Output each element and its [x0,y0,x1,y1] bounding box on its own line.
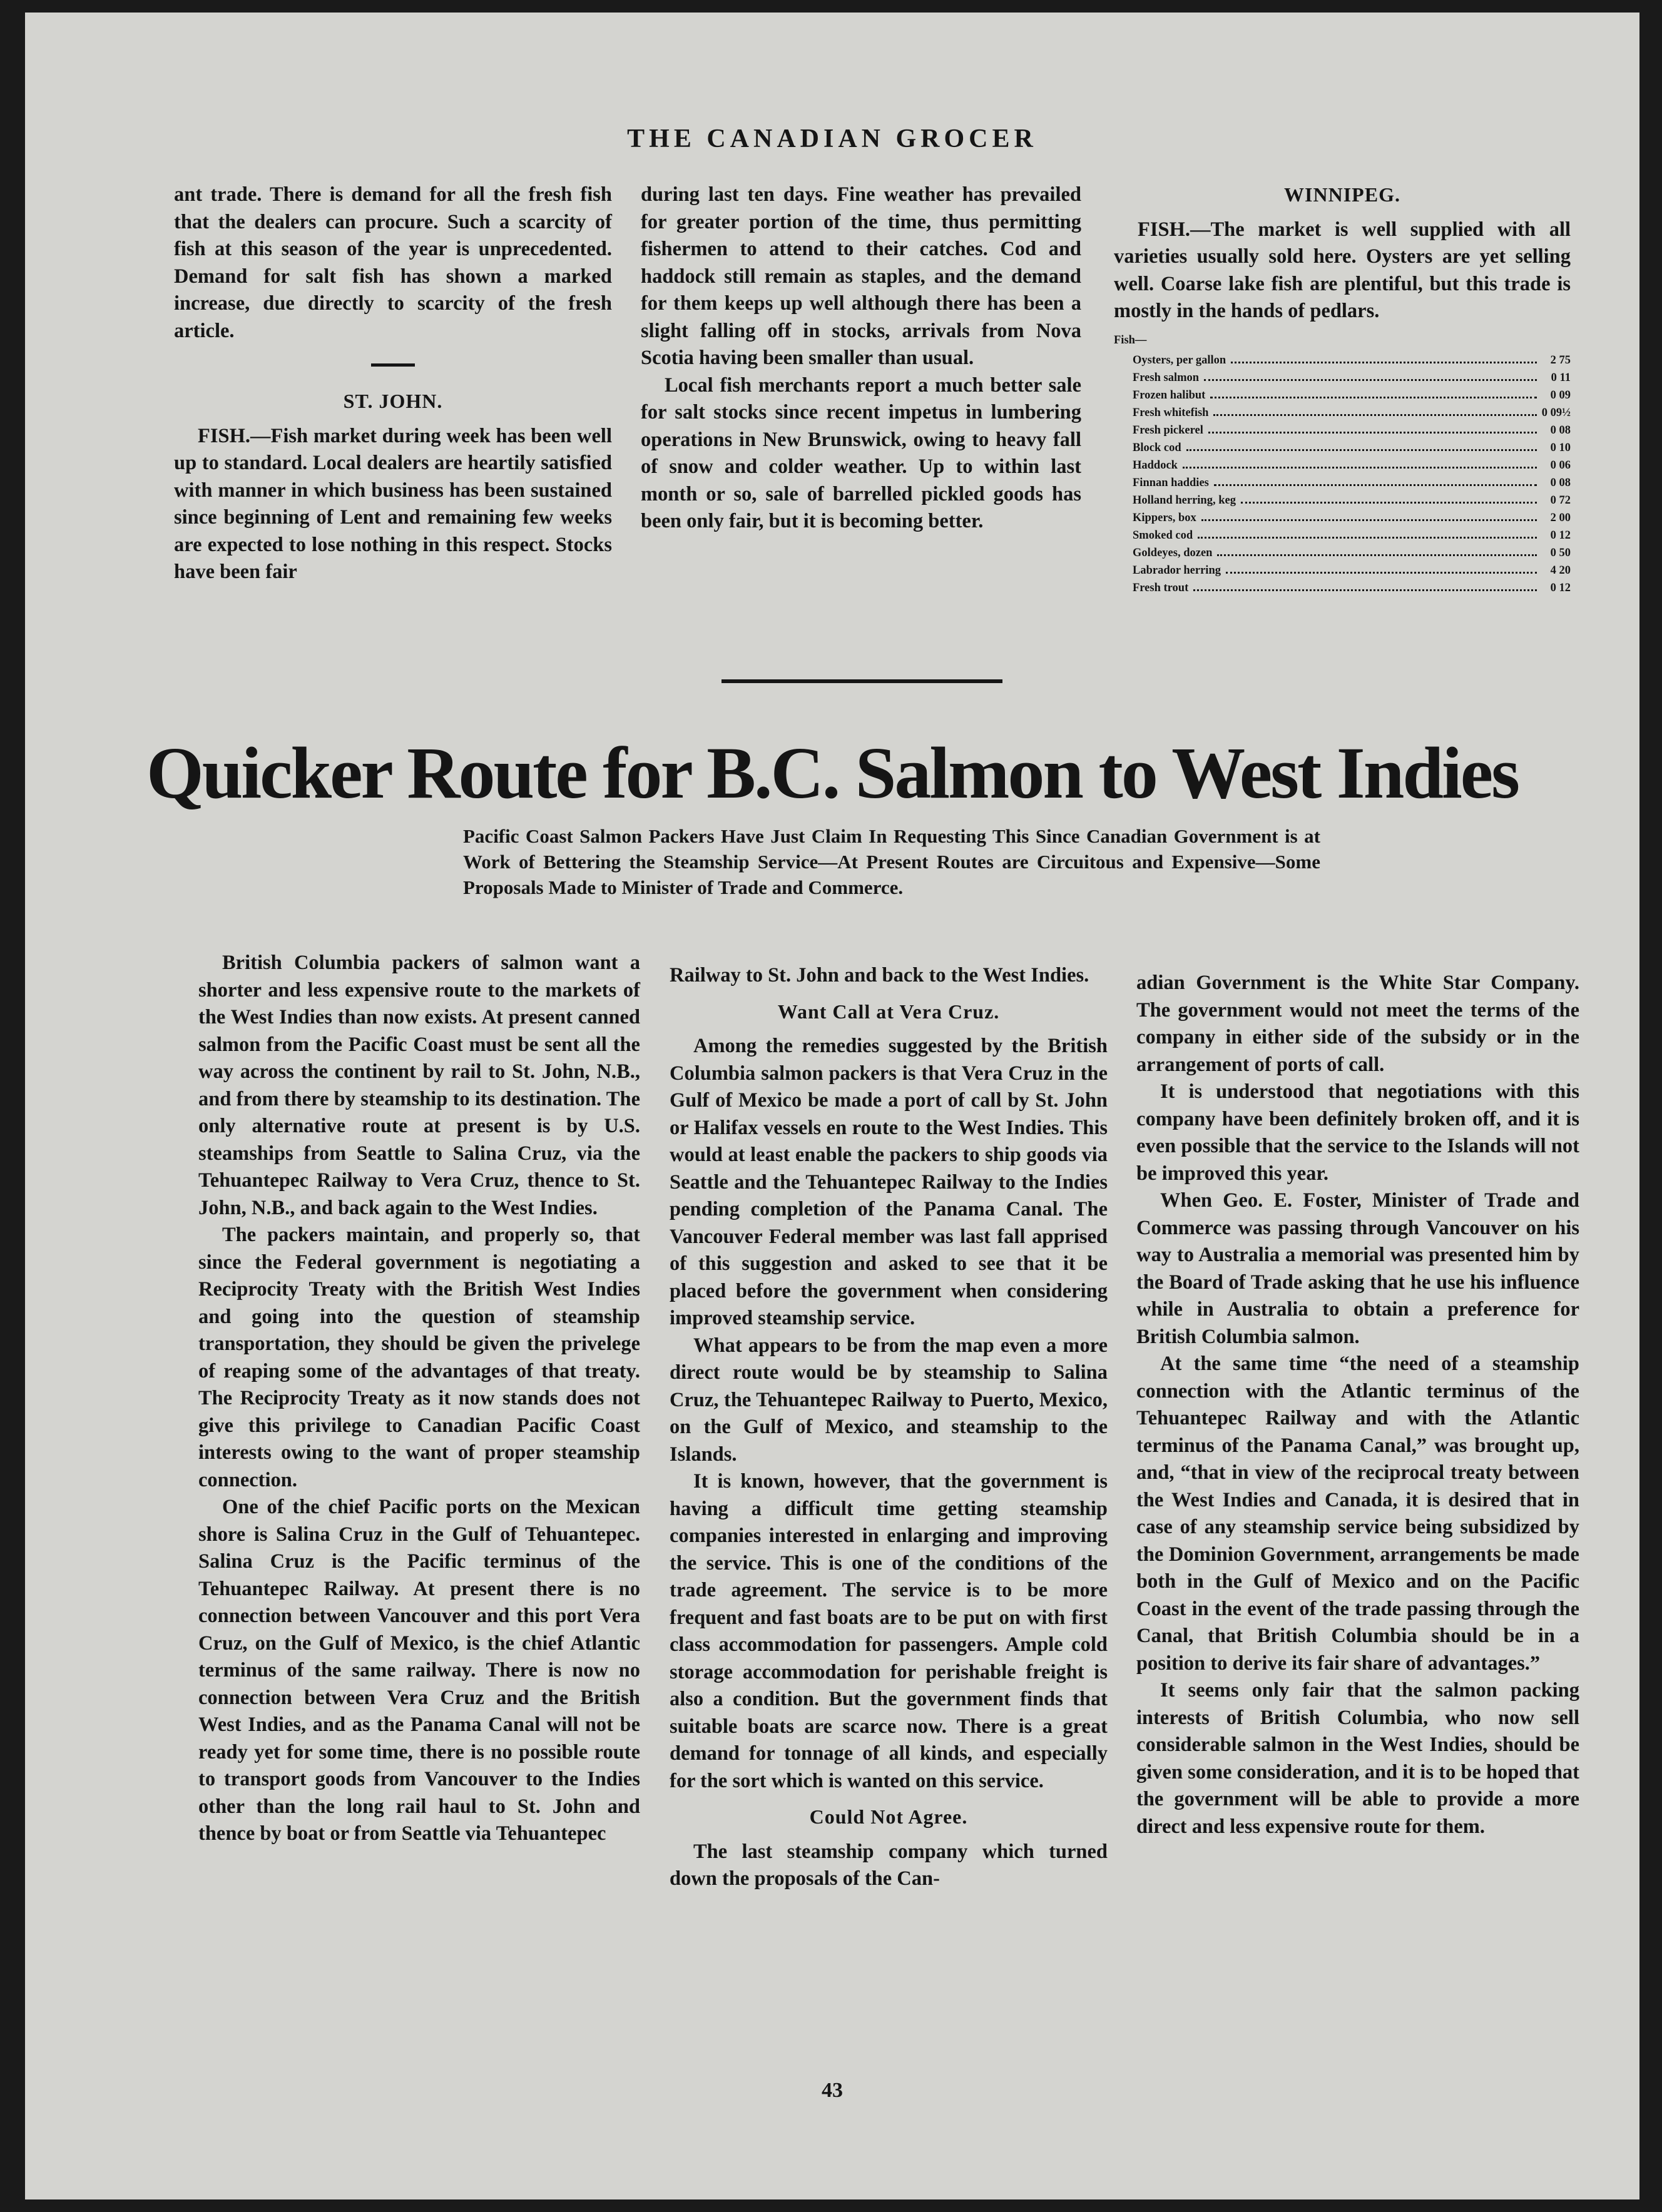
price-item-value: 0 12 [1550,529,1571,542]
article-col2-paragraph-1: Railway to St. John and back to the West Indies. [670,964,1089,987]
top-col1-paragraph-2: FISH.—Fish market during week has been well up to standard. Local dealers are heartily satisfied with manner in which business has been sustained since beginning of Lent and remaining few weeks are expected to lose nothing in this respect. Stocks have been fair [174,424,612,583]
fish-price-list [1114,332,1571,597]
dot-leader [1226,572,1537,574]
article-column-3 [1136,970,1579,1840]
dot-leader [1231,362,1537,363]
price-row [1114,439,1571,457]
price-item-label: Finnan haddies [1133,476,1209,489]
price-rows [1114,352,1571,597]
price-row [1114,387,1571,404]
price-row [1114,404,1571,422]
price-item-label: Haddock [1133,459,1178,472]
top-col3-paragraph-1: FISH.—The market is well supplied with all varieties usually sold here. Oysters are yet selling well. Coarse lake fish are plentiful, but this trade is mostly in the hands of pedlars. [1114,218,1571,322]
price-item-value: 2 00 [1550,511,1571,524]
price-item-label: Kippers, box [1133,511,1196,524]
article-col1-paragraph-1: British Columbia packers of salmon want a shorter and less expensive route to the markets of the West Indies than now exists. At present canned salmon from the Pacific Coast must be sent all the way across the continent by rail to St. John, N.B., and from there by steamship to its destination. The only alternative route at present is by U.S. steamships from Seattle to Salina Cruz, via the Tehuantepec Railway to Vera Cruz, thence to St. John, N.B., and back again to the West Indies. [198,951,640,1219]
article-col2-paragraph-4: It is known, however, that the government is having a difficult time getting steamship companies interested in enlarging and improving the service. This is one of the conditions of the trade agreement. The service is to be more frequent and fast boats are to be put on with first class accommodation for passengers. Ample cold storage accommodation for perishable freight is also a condition. But the government finds that suitable boats are scarce now. There is a great demand for tonnage of all kinds, and especially for the sort which is wanted on this service. [670,1470,1108,1792]
price-item-value: 0 72 [1550,494,1571,507]
subheading-vera-cruz: Want Call at Vera Cruz. [777,1000,1000,1023]
price-item-value: 0 06 [1550,459,1571,472]
top-column-3 [1114,181,1571,597]
dot-leader [1210,397,1537,398]
article-col3-paragraph-2: It is understood that negotiations with this company have been definitely broken off, and it is even possible that the service to the Islands will not be improved this year. [1136,1080,1579,1185]
dot-leader [1193,589,1537,591]
article-col3-paragraph-1: adian Government is the White Star Company. The government would not meet the terms of the company in either side of the subsidy or in the arrangement of ports of call. [1136,972,1579,1076]
article-col1-paragraph-3: One of the chief Pacific ports on the Mexican shore is Salina Cruz in the Gulf of Tehuantepec. Salina Cruz is the Pacific terminus of the Tehuantepec Railway. At present there is no connection between Vancouver and this port Vera Cruz, on the Gulf of Mexico, is the chief Atlantic terminus of the same railway. There is now no connection between Vera Cruz and the British West Indies, and as the Panama Canal will not be ready yet for some time, there is no possible route to transport goods from Vancouver to the Indies other than the long rail haul to St. John and thence by boat or from Seattle via Tehuantepec [198,1496,640,1845]
top-column-1 [174,181,612,586]
article-column-1 [198,950,640,1848]
price-row [1114,562,1571,579]
article-deck: Pacific Coast Salmon Packers Have Just Claim In Requesting This Since Canadian Government is at Work of Bettering the Steamship Service—At Present Routes are Circuitous and Expensive—Some Proposals Made to Minister of Trade and Commerce. [463,825,1320,898]
price-list-heading: Fish— [1114,333,1147,347]
top-column-2 [641,181,1081,535]
dot-leader [1214,484,1537,486]
price-item-value: 0 50 [1550,546,1571,559]
price-item-label: Fresh trout [1133,581,1189,594]
price-row [1114,544,1571,562]
price-item-label: Fresh whitefish [1133,406,1209,419]
article-headline: Quicker Route for B.C. Salmon to West Indies [146,732,1519,814]
price-item-label: Oysters, per gallon [1133,353,1226,367]
dot-leader [1198,537,1537,539]
dot-leader [1213,414,1536,416]
price-item-value: 0 09 [1550,388,1571,402]
top-col2-paragraph-2: Local fish merchants report a much better sale for salt stocks since recent impetus in lumbering operations in New Brunswick, owing to heavy fall of snow and colder weather. Up to within last month or so, sale of barrelled pickled goods has been only fair, but it is becoming better. [641,373,1081,532]
dot-leader [1241,502,1537,504]
price-item-label: Goldeyes, dozen [1133,546,1213,559]
price-item-label: Frozen halibut [1133,388,1206,402]
price-row [1114,457,1571,474]
running-head: THE CANADIAN GROCER [627,124,1037,153]
article-column-2 [670,962,1108,1893]
price-item-value: 2 75 [1550,353,1571,367]
price-item-label: Holland herring, keg [1133,494,1236,507]
price-item-value: 0 09½ [1541,406,1571,419]
winnipeg-heading: WINNIPEG. [1284,183,1400,206]
price-item-label: Smoked cod [1133,529,1193,542]
dot-leader [1186,449,1537,451]
article-col3-paragraph-5: It seems only fair that the salmon packing interests of British Columbia, who now sell considerable salmon in the West Indies, should be given some consideration, and it is to be hoped that the government will be able to provide a more direct and less expensive route for them. [1136,1679,1579,1838]
dot-leader [1217,554,1537,556]
article-col3-paragraph-4: At the same time “the need of a steamship connection with the Atlantic terminus of the Tehuantepec Railway and with the Atlantic terminus of the Panama Canal,” was brought up, and, “that in view of the reciprocal treaty between the West Indies and Canada, it is desired that in case of any steamship service being subsidized by the Dominion Government, arrangements be made both in the Gulf of Mexico and on the Pacific Coast in the event of the trade passing through the Canal, that British Columbia should be in a position to derive its fair share of advantages.” [1136,1352,1579,1675]
price-row [1114,422,1571,439]
price-item-value: 0 12 [1550,581,1571,594]
price-row [1114,492,1571,509]
article-col2-paragraph-3: What appears to be from the map even a more direct route would be by steamship to Salina Cruz, the Tehuantepec Railway to Puerto, Mexico, on the Gulf of Mexico, and steamship to the Islands. [670,1334,1108,1466]
price-row [1114,509,1571,527]
price-item-value: 0 10 [1550,441,1571,454]
price-item-label: Block cod [1133,441,1181,454]
newspaper-page [25,13,1639,2199]
st-john-heading: ST. JOHN. [343,390,443,412]
article-col3-paragraph-3: When Geo. E. Foster, Minister of Trade and Commerce was passing through Vancouver on his way to Australia a memorial was presented him by the Board of Trade asking that he use his influence while in Australia to obtain a preference for British Columbia salmon. [1136,1189,1579,1348]
top-col2-paragraph-1: during last ten days. Fine weather has prevailed for greater portion of the time, thus permitting fishermen to attend to their catches. Cod and haddock still remain as staples, and the demand for them keeps up well although there has been a slight falling off in stocks, arrivals from Nova Scotia having been smaller than usual. [641,183,1081,369]
article-col2-paragraph-2: Among the remedies suggested by the British Columbia salmon packers is that Vera Cruz in the Gulf of Mexico be made a port of call by St. John or Halifax vessels en route to the West Indies. This would at least enable the packers to ship goods via Seattle and the Tehuantepec Railway to the Indies pending completion of the Panama Canal. The Vancouver Federal member was last fall apprised of this suggestion and asked to see that it be placed before the government when considering improved steamship service. [670,1035,1108,1329]
dot-leader [1183,467,1537,469]
subheading-could-not-agree: Could Not Agree. [809,1805,968,1828]
price-row [1114,474,1571,492]
dot-leader [1201,519,1537,521]
price-item-label: Labrador herring [1133,564,1221,577]
price-item-value: 4 20 [1550,564,1571,577]
price-item-label: Fresh pickerel [1133,424,1203,437]
price-row [1114,527,1571,544]
dot-leader [1208,432,1537,434]
price-item-value: 0 08 [1550,476,1571,489]
page-number: 43 [822,2079,843,2102]
top-col1-paragraph-1: ant trade. There is demand for all the fresh fish that the dealers can procure. Such a scarcity of fish at this season of the year is unprecedented. Demand for salt fish has shown a marked increase, due directly to scarcity of the fresh article. [174,183,612,342]
dot-leader [1204,379,1537,381]
short-rule [371,363,415,367]
article-col2-paragraph-5: The last steamship company which turned down the proposals of the Can- [670,1840,1108,1890]
section-divider [721,679,1002,683]
price-row [1114,352,1571,369]
price-row [1114,579,1571,597]
price-item-label: Fresh salmon [1133,371,1200,384]
article-col1-paragraph-2: The packers maintain, and properly so, that since the Federal government is negotiating a Reciprocity Treaty with the British West Indies and going into the question of steamship transportation, they should be given the privelege of reaping some of the advantages of that treaty. The Reciprocity Treaty as it now stands does not give this privilege to Canadian Pacific Coast interests owing to the want of proper steamship connection. [198,1224,640,1491]
price-item-value: 0 08 [1550,424,1571,437]
price-item-value: 0 11 [1551,371,1571,384]
price-row [1114,369,1571,387]
